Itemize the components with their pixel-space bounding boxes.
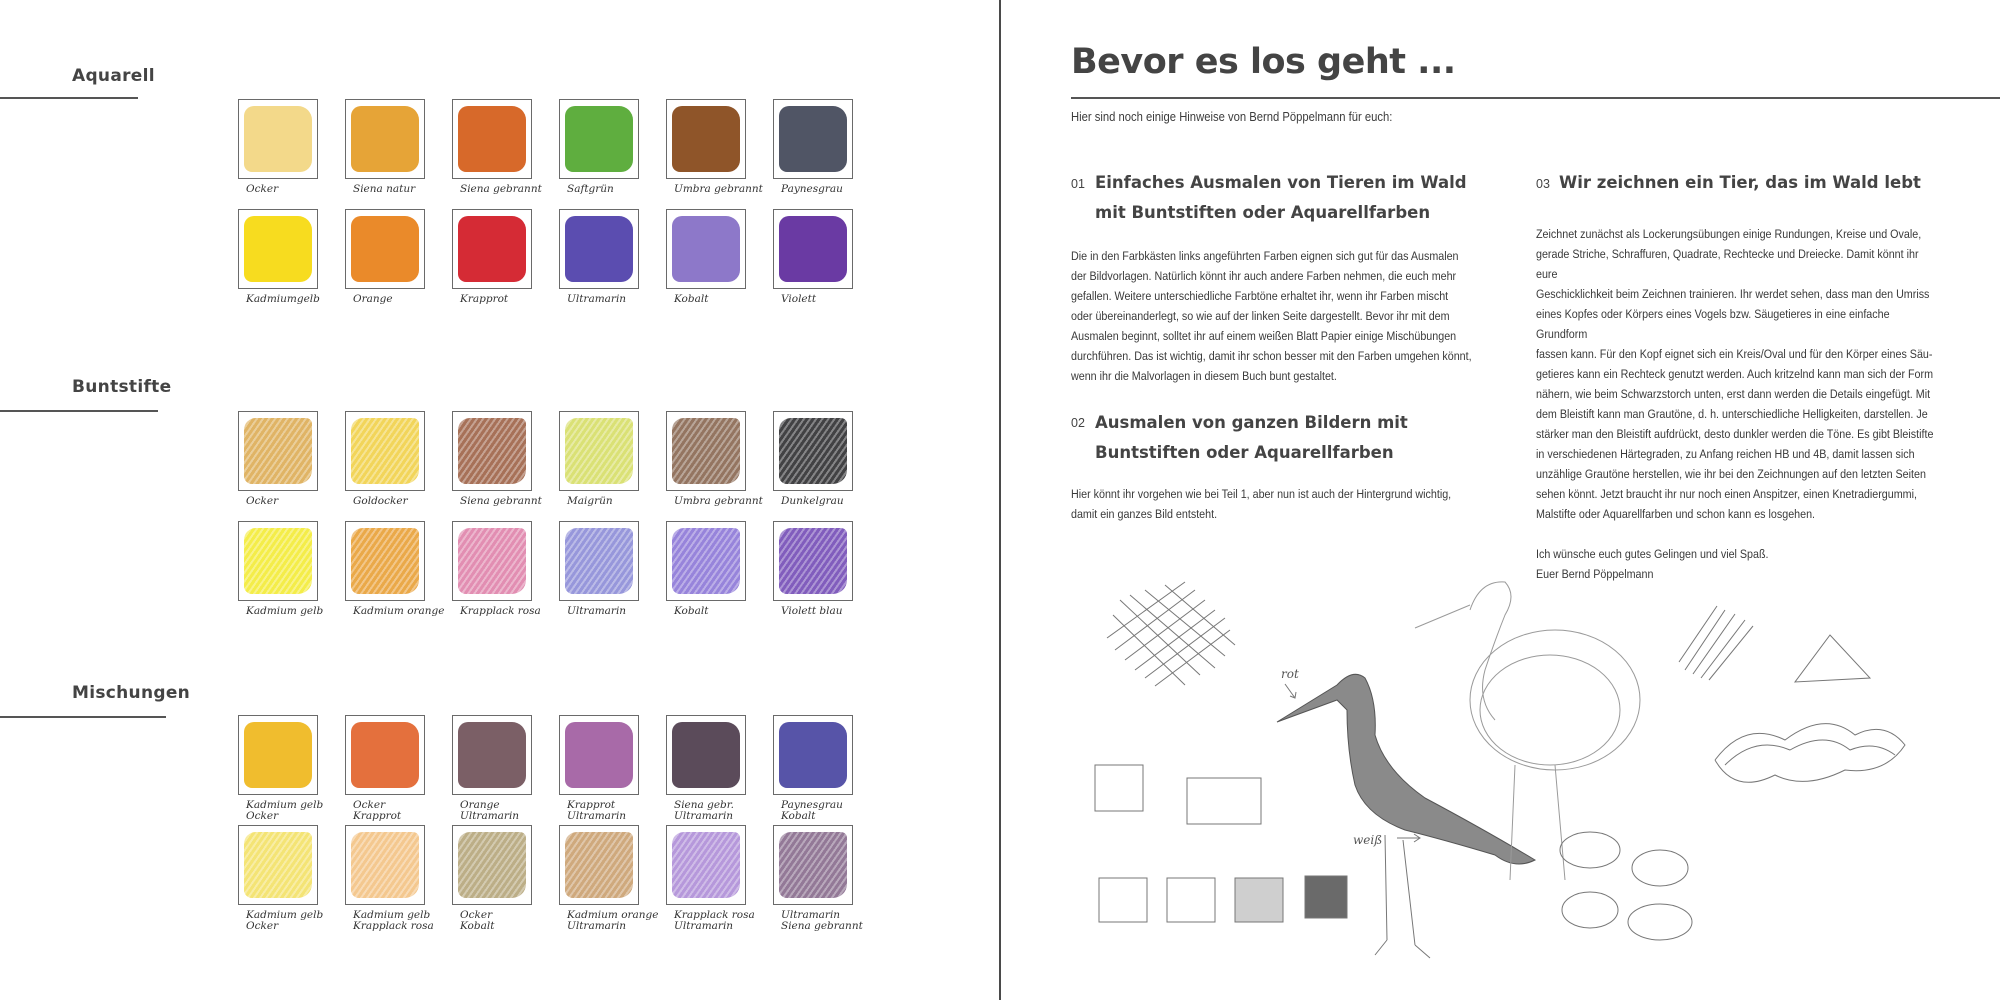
swatch-color-fill bbox=[672, 528, 740, 594]
color-swatch bbox=[452, 825, 559, 935]
crosshatch-exercise bbox=[1107, 582, 1235, 686]
color-swatch bbox=[238, 209, 345, 319]
swatch-color-fill bbox=[565, 418, 633, 484]
color-swatch bbox=[773, 825, 880, 935]
swatch-color-fill bbox=[458, 722, 526, 788]
swatch-label: Siena natur bbox=[353, 183, 416, 195]
color-swatch bbox=[773, 715, 880, 825]
swatch-color-fill bbox=[244, 528, 312, 594]
swatch-box bbox=[773, 521, 853, 601]
swatch-label: Kadmium orange Ultramarin bbox=[567, 909, 659, 932]
swatch-grid-aquarell bbox=[238, 99, 868, 319]
swatch-color-fill bbox=[672, 216, 740, 282]
swatch-color-fill bbox=[565, 528, 633, 594]
step-body bbox=[1536, 224, 1941, 584]
color-swatch bbox=[559, 411, 666, 521]
step-title-line: mit Buntstiften oder Aquarellfarben bbox=[1095, 203, 1431, 222]
swatch-label: Ocker bbox=[246, 183, 279, 195]
swatch-box bbox=[666, 521, 746, 601]
swatch-box bbox=[238, 825, 318, 905]
body-text-line: oder übereinanderlegt, so wie auf der linken Seite dargestellt. Bevor ihr mit dem bbox=[1071, 309, 1450, 323]
swatch-label: Siena gebr. Ultramarin bbox=[674, 799, 734, 822]
swatch-label: Krapprot Ultramarin bbox=[567, 799, 627, 822]
body-text-line: getieres kann ein Rechteck genutzt werden. Auch kritzelnd kann man sich der Form bbox=[1536, 367, 1934, 381]
swatch-color-fill bbox=[458, 106, 526, 172]
page-title: Bevor es los geht ... bbox=[1071, 42, 1456, 82]
swatch-grid-mischungen bbox=[238, 715, 868, 935]
color-swatch bbox=[238, 521, 345, 631]
swatch-color-fill bbox=[244, 418, 312, 484]
section-rule bbox=[0, 97, 138, 99]
color-swatch bbox=[238, 825, 345, 935]
swatch-box bbox=[559, 521, 639, 601]
swatch-color-fill bbox=[458, 528, 526, 594]
section-rule bbox=[0, 716, 166, 718]
color-swatch bbox=[666, 99, 773, 209]
triangle-sketch bbox=[1795, 635, 1870, 682]
step-number: 01 bbox=[1071, 177, 1085, 191]
swatch-label: Orange bbox=[353, 293, 393, 305]
color-swatch bbox=[666, 715, 773, 825]
swatch-label: Orange Ultramarin bbox=[460, 799, 520, 822]
hatching-exercise bbox=[1679, 606, 1753, 680]
body-text-line: sehen könnt. Jetzt braucht ihr nur noch einen Anspitzer, einen Knetradiergummi, bbox=[1536, 487, 1917, 501]
swatch-label: Paynesgrau bbox=[781, 183, 843, 195]
swatch-color-fill bbox=[779, 832, 847, 898]
body-text-line: Euer Bernd Pöppelmann bbox=[1536, 567, 1654, 581]
swatch-box bbox=[666, 411, 746, 491]
color-swatch bbox=[238, 411, 345, 521]
swatch-box bbox=[452, 411, 532, 491]
swatch-box bbox=[773, 209, 853, 289]
body-text-line: stärker man den Bleistift aufdrückt, desto dunkler werden die Töne. Es gibt Bleistifte bbox=[1536, 427, 1934, 441]
body-text-line: wenn ihr die Malvorlagen in diesem Buch bunt gestaltet. bbox=[1071, 369, 1337, 383]
step-title-line: Ausmalen von ganzen Bildern mit bbox=[1095, 413, 1408, 432]
swatch-color-fill bbox=[565, 106, 633, 172]
color-swatch bbox=[452, 521, 559, 631]
sketch-label-rot: rot bbox=[1281, 667, 1299, 681]
swatch-box bbox=[452, 715, 532, 795]
color-swatch bbox=[773, 521, 880, 631]
swatch-color-fill bbox=[565, 722, 633, 788]
oval-sketch bbox=[1562, 892, 1618, 928]
body-text-line: Hier könnt ihr vorgehen wie bei Teil 1, aber nun ist auch der Hintergrund wichtig, bbox=[1071, 487, 1452, 501]
swatch-color-fill bbox=[351, 106, 419, 172]
swatch-color-fill bbox=[565, 216, 633, 282]
color-swatch bbox=[559, 209, 666, 319]
body-text-line: eines Kopfes oder Körpers eines Vogels bzw. Säugetieres in eine einfache Grundform bbox=[1536, 307, 1890, 341]
body-text-line: gerade Striche, Schraffuren, Quadrate, Rechtecke und Dreiecke. Damit könnt ihr eure bbox=[1536, 247, 1919, 281]
color-swatch bbox=[345, 411, 452, 521]
title-rule bbox=[1071, 97, 2000, 99]
swatch-box bbox=[452, 99, 532, 179]
swatch-color-fill bbox=[458, 216, 526, 282]
swatch-label: Kobalt bbox=[674, 605, 709, 617]
swatch-color-fill bbox=[351, 528, 419, 594]
swatch-box bbox=[345, 99, 425, 179]
swatch-label: Krapprot bbox=[460, 293, 509, 305]
swatch-box bbox=[559, 715, 639, 795]
swatch-box bbox=[773, 411, 853, 491]
swatch-box bbox=[238, 715, 318, 795]
step-title-line: Buntstiften oder Aquarellfarben bbox=[1095, 443, 1394, 462]
square-sketch bbox=[1305, 876, 1347, 918]
color-swatch bbox=[345, 99, 452, 209]
color-swatch bbox=[345, 209, 452, 319]
color-swatch bbox=[452, 715, 559, 825]
step-title-line: Wir zeichnen ein Tier, das im Wald lebt bbox=[1559, 173, 1921, 192]
swatch-box bbox=[238, 411, 318, 491]
square-sketch bbox=[1167, 878, 1215, 922]
color-swatch bbox=[452, 411, 559, 521]
color-swatch bbox=[773, 209, 880, 319]
color-swatch bbox=[666, 411, 773, 521]
swatch-label: Kadmium gelb Ocker bbox=[246, 799, 324, 822]
swatch-color-fill bbox=[779, 528, 847, 594]
swatch-color-fill bbox=[244, 832, 312, 898]
body-text-line: durchführen. Das ist wichtig, damit ihr schon besser mit den Farben umgehen könnt, bbox=[1071, 349, 1472, 363]
section-title-buntstifte: Buntstifte bbox=[72, 377, 172, 397]
step-number: 02 bbox=[1071, 416, 1085, 430]
body-text-line: dem Bleistift kann man Grautöne, d. h. unterschiedliche Helligkeiten, darstellen. Je bbox=[1536, 407, 1928, 421]
square-sketch bbox=[1235, 878, 1283, 922]
body-text-line: Zeichnet zunächst als Lockerungsübungen einige Rundungen, Kreise und Ovale, bbox=[1536, 227, 1922, 241]
body-text-line bbox=[1536, 524, 1941, 544]
color-swatch bbox=[559, 521, 666, 631]
swatch-label: Violett bbox=[781, 293, 817, 305]
color-swatch bbox=[666, 825, 773, 935]
body-text-line: Malstifte oder Aquarellfarben und schon kann es losgehen. bbox=[1536, 507, 1816, 521]
swatch-box bbox=[345, 209, 425, 289]
swatch-color-fill bbox=[351, 216, 419, 282]
swatch-color-fill bbox=[458, 832, 526, 898]
color-swatch bbox=[238, 99, 345, 209]
swatch-box bbox=[345, 521, 425, 601]
swatch-box bbox=[666, 715, 746, 795]
swatch-label: Saftgrün bbox=[567, 183, 614, 195]
swatch-box bbox=[559, 411, 639, 491]
swatch-label: Kadmium orange bbox=[353, 605, 445, 617]
swatch-box bbox=[666, 209, 746, 289]
body-text-line: Geschicklichkeit beim Zeichnen trainieren. Ihr werdet sehen, dass man den Umriss bbox=[1536, 287, 1930, 301]
color-swatch bbox=[452, 99, 559, 209]
color-swatch bbox=[773, 99, 880, 209]
swatch-label: Ocker bbox=[246, 495, 279, 507]
swatch-label: Umbra gebrannt bbox=[674, 183, 763, 195]
color-swatch bbox=[773, 411, 880, 521]
swatch-label: Paynesgrau Kobalt bbox=[781, 799, 843, 822]
swatch-grid-buntstifte bbox=[238, 411, 868, 631]
swatch-label: Siena gebrannt bbox=[460, 495, 542, 507]
color-swatch bbox=[238, 715, 345, 825]
oval-sketch bbox=[1560, 832, 1620, 868]
intro-text: Hier sind noch einige Hinweise von Bernd Pöppelmann für euch: bbox=[1071, 110, 1393, 124]
color-swatch bbox=[452, 209, 559, 319]
color-swatch bbox=[559, 715, 666, 825]
swatch-color-fill bbox=[779, 106, 847, 172]
step-body bbox=[1071, 246, 1476, 386]
swatch-box bbox=[666, 99, 746, 179]
step-title bbox=[1095, 168, 1467, 228]
section-title-mischungen: Mischungen bbox=[72, 683, 191, 703]
swatch-box bbox=[238, 99, 318, 179]
swatch-color-fill bbox=[779, 216, 847, 282]
step-title-line: Einfaches Ausmalen von Tieren im Wald bbox=[1095, 173, 1467, 192]
swatch-label: Ultramarin Siena gebrannt bbox=[781, 909, 863, 932]
swatch-label: Kadmium gelb Ocker bbox=[246, 909, 324, 932]
swatch-box bbox=[773, 99, 853, 179]
swatch-color-fill bbox=[351, 832, 419, 898]
color-swatch bbox=[559, 99, 666, 209]
swatch-label: Siena gebrannt bbox=[460, 183, 542, 195]
swatch-color-fill bbox=[458, 418, 526, 484]
swatch-color-fill bbox=[779, 722, 847, 788]
body-text-line: der Bildvorlagen. Natürlich könnt ihr auch andere Farben nehmen, die euch mehr bbox=[1071, 269, 1457, 283]
swatch-box bbox=[773, 715, 853, 795]
swatch-color-fill bbox=[244, 722, 312, 788]
swatch-color-fill bbox=[672, 418, 740, 484]
color-swatch bbox=[345, 715, 452, 825]
body-text-line: damit ein ganzes Bild entsteht. bbox=[1071, 507, 1218, 521]
step-number: 03 bbox=[1536, 177, 1550, 191]
swatch-label: Ocker Krapprot bbox=[353, 799, 402, 822]
swatch-box bbox=[452, 825, 532, 905]
sketch-label-weiss: weiß bbox=[1353, 833, 1383, 847]
section-title-aquarell: Aquarell bbox=[72, 66, 155, 86]
step-title bbox=[1559, 168, 1921, 198]
swatch-box bbox=[238, 209, 318, 289]
body-text-line: nähern, wie beim Schwarzstorch unten, erst dann werden die Details eingefügt. Mit bbox=[1536, 387, 1931, 401]
step-title bbox=[1095, 408, 1408, 468]
body-text-line: unzählige Grautöne herstellen, wie ihr bei den Zeichnungen auf den letzten Seiten bbox=[1536, 467, 1926, 481]
swatch-label: Kadmium gelb Krapplack rosa bbox=[353, 909, 434, 932]
oval-sketch bbox=[1632, 850, 1688, 886]
square-sketch bbox=[1099, 878, 1147, 922]
swatch-label: Kobalt bbox=[674, 293, 709, 305]
color-swatch bbox=[666, 209, 773, 319]
swatch-box bbox=[773, 825, 853, 905]
swatch-color-fill bbox=[244, 216, 312, 282]
body-text-line: Die in den Farbkästen links angeführten Farben eignen sich gut für das Ausmalen bbox=[1071, 249, 1459, 263]
body-text-line: Ich wünsche euch gutes Gelingen und viel Spaß. bbox=[1536, 547, 1769, 561]
swatch-label: Ultramarin bbox=[567, 293, 627, 305]
color-swatch bbox=[345, 825, 452, 935]
swatch-box bbox=[345, 825, 425, 905]
swatch-label: Maigrün bbox=[567, 495, 613, 507]
swatch-color-fill bbox=[565, 832, 633, 898]
color-swatch bbox=[666, 521, 773, 631]
swatch-label: Ocker Kobalt bbox=[460, 909, 495, 932]
swatch-color-fill bbox=[351, 418, 419, 484]
color-swatch bbox=[559, 825, 666, 935]
section-rule bbox=[0, 410, 158, 412]
body-text-line: gefallen. Weitere unterschiedliche Farbtöne erhaltet ihr, wenn ihr Farben mischt bbox=[1071, 289, 1449, 303]
page-gutter bbox=[999, 0, 1001, 1000]
step-body bbox=[1071, 484, 1476, 524]
rectangle-sketch bbox=[1187, 778, 1261, 824]
swatch-box bbox=[345, 411, 425, 491]
swatch-box bbox=[559, 825, 639, 905]
spiral-exercise bbox=[1715, 724, 1905, 783]
oval-sketch bbox=[1628, 904, 1692, 940]
swatch-label: Dunkelgrau bbox=[781, 495, 844, 507]
swatch-box bbox=[452, 521, 532, 601]
swatch-label: Goldocker bbox=[353, 495, 408, 507]
body-text-line: Ausmalen beginnt, solltet ihr auf einem weißen Blatt Papier einige Mischübungen bbox=[1071, 329, 1457, 343]
square-sketch bbox=[1095, 765, 1143, 811]
swatch-color-fill bbox=[672, 106, 740, 172]
swatch-label: Umbra gebrannt bbox=[674, 495, 763, 507]
swatch-box bbox=[559, 209, 639, 289]
swatch-box bbox=[345, 715, 425, 795]
swatch-label: Violett blau bbox=[781, 605, 843, 617]
stork-sketch-illustration bbox=[1085, 560, 1945, 970]
swatch-color-fill bbox=[351, 722, 419, 788]
swatch-box bbox=[238, 521, 318, 601]
swatch-color-fill bbox=[779, 418, 847, 484]
swatch-box bbox=[666, 825, 746, 905]
swatch-label: Kadmium gelb bbox=[246, 605, 324, 617]
swatch-box bbox=[452, 209, 532, 289]
color-swatch bbox=[345, 521, 452, 631]
body-text-line: in verschiedenen Härtegraden, zu Anfang reichen HB und 4B, damit lassen sich bbox=[1536, 447, 1915, 461]
swatch-label: Krapplack rosa bbox=[460, 605, 541, 617]
swatch-color-fill bbox=[244, 106, 312, 172]
swatch-label: Ultramarin bbox=[567, 605, 627, 617]
swatch-color-fill bbox=[672, 722, 740, 788]
body-text-line: fassen kann. Für den Kopf eignet sich ein Kreis/Oval und für den Körper eines Säu- bbox=[1536, 347, 1933, 361]
swatch-color-fill bbox=[672, 832, 740, 898]
swatch-box bbox=[559, 99, 639, 179]
swatch-label: Krapplack rosa Ultramarin bbox=[674, 909, 755, 932]
swatch-label: Kadmiumgelb bbox=[246, 293, 320, 305]
